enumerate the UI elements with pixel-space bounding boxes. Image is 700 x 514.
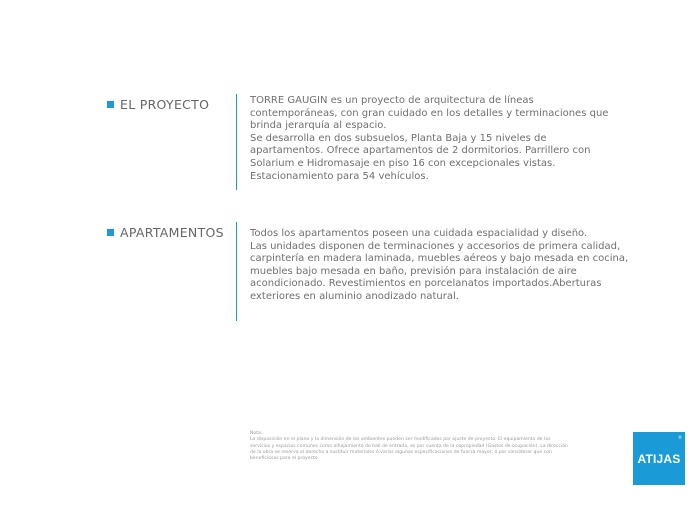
- square-bullet-icon: [107, 101, 114, 108]
- section-title-apartamentos: [107, 225, 224, 240]
- body-line: acondicionado. Revestimientos en porcelanatos importados.Aberturas: [250, 278, 602, 290]
- body-line: TORRE GAUGIN es un proyecto de arquitectura de líneas: [250, 95, 534, 106]
- body-line: apartamentos. Ofrece apartamentos de 2 dormitorios. Parrillero con: [250, 145, 591, 157]
- body-line: exteriores en aluminio anodizado natural.: [250, 290, 459, 302]
- disclaimer-note: [250, 431, 610, 462]
- note-line: La disposición en el plano y la dimensión de los ambientes pueden ser modificados por ajuste de proyecto. El equipamiento de los: [250, 437, 551, 443]
- body-line: Se desarrolla en dos subsuelos, Planta Baja y 15 niveles de: [250, 132, 547, 144]
- section-apartamentos: [0, 222, 700, 327]
- body-line: Las unidades disponen de terminaciones y accesorios de primera calidad,: [250, 240, 621, 252]
- section-body-apartamentos: [250, 228, 629, 304]
- note-line: servicios y espacios comunes como alhajamiento de hall de entrada, es por cuenta de la copropiedad (Gastos de ocupación). La dirección: [250, 443, 568, 449]
- atijas-logo: [633, 432, 685, 485]
- body-line: contemporáneas, con gran cuidado en los detalles y terminaciones que: [250, 107, 609, 119]
- body-line: Estacionamiento para 54 vehículos.: [250, 170, 429, 182]
- body-line: muebles bajo mesada en baño, previsión para instalación de aire: [250, 265, 577, 277]
- logo-text: ATIJAS: [637, 451, 681, 466]
- section-title-text: APARTAMENTOS: [120, 225, 224, 240]
- section-title-text: EL PROYECTO: [120, 97, 210, 112]
- section-divider: [236, 94, 237, 190]
- body-line: brinda jerarquía al espacio.: [250, 120, 387, 132]
- square-bullet-icon: [107, 229, 114, 236]
- registered-mark-icon: ®: [678, 435, 682, 440]
- body-line: Todos los apartamentos poseen una cuidada espacialidad y diseño.: [250, 228, 588, 239]
- note-line: de la obra se reserva el derecho a sustituir materiales ó variar algunas especificaciones de fuerza mayor, ó por considerar que son: [250, 449, 552, 455]
- section-divider: [236, 222, 237, 321]
- section-body-el-proyecto: [250, 95, 610, 183]
- section-title-el-proyecto: [107, 97, 209, 112]
- body-line: Solarium e Hidromasaje en piso 16 con excepcionales vistas.: [250, 157, 556, 169]
- note-line: beneficiosas para el proyecto.: [250, 456, 320, 462]
- section-el-proyecto: [0, 94, 700, 194]
- body-line: carpintería en madera laminada, muebles aéreos y bajo mesada en cocina,: [250, 253, 629, 265]
- note-label: Nota:: [250, 431, 263, 436]
